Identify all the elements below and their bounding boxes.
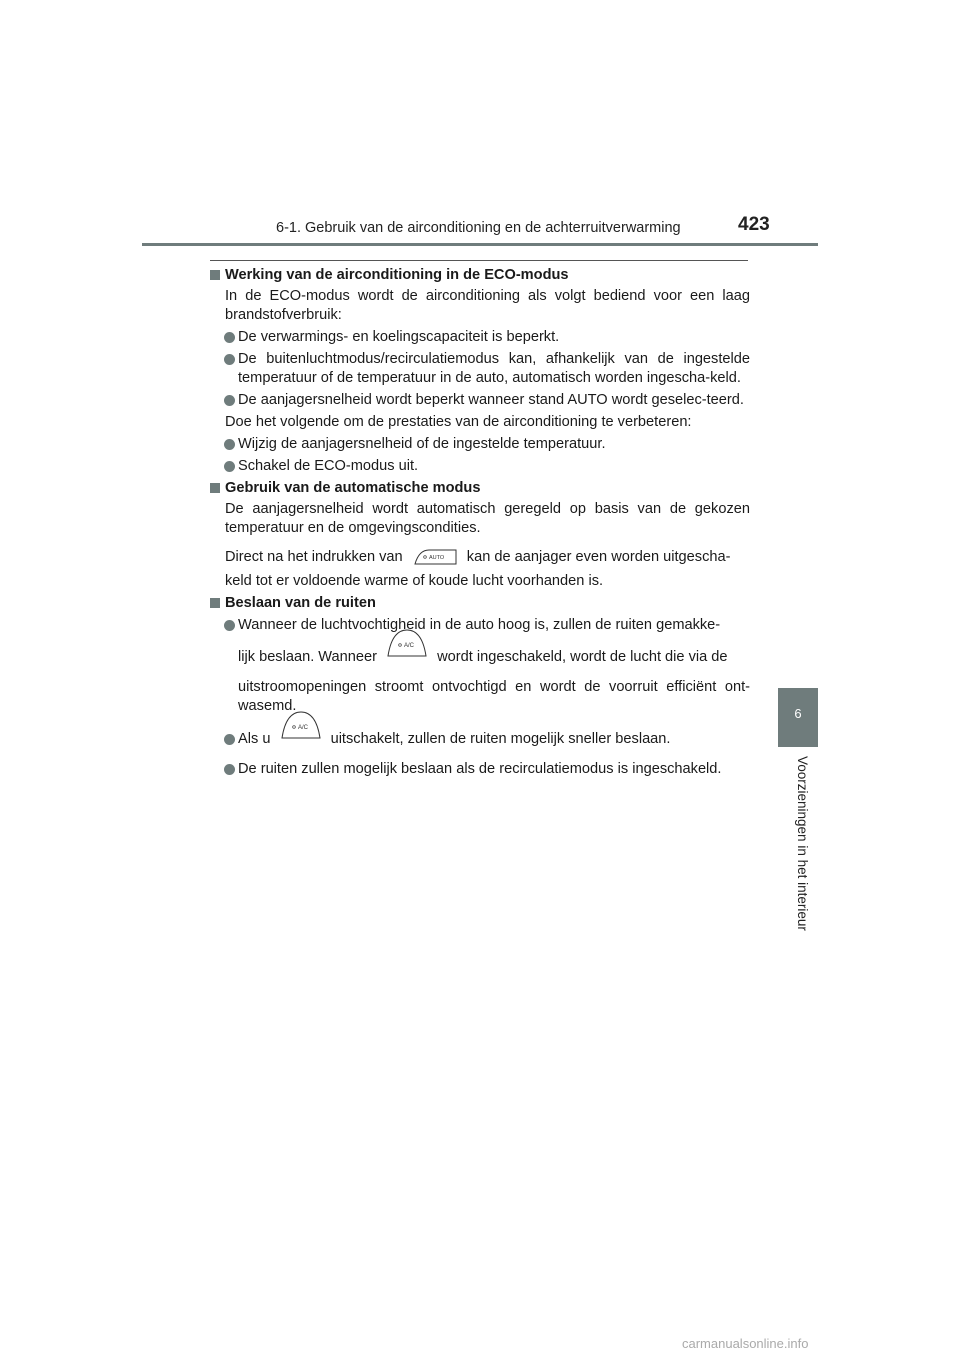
- heading-fog: Beslaan van de ruiten: [210, 594, 750, 613]
- auto-paragraph-3: keld tot er voldoende warme of koude lucht voorhanden is.: [225, 573, 604, 589]
- list-item: De verwarmings- en koelingscapaciteit is beperkt.: [210, 328, 750, 347]
- list-item: Schakel de ECO-modus uit.: [210, 457, 750, 476]
- chapter-tab: [778, 688, 818, 747]
- svg-text:A/C: A/C: [404, 643, 415, 650]
- heading-auto: Gebruik van de automatische modus: [210, 479, 750, 498]
- round-bullet-icon: [224, 461, 235, 472]
- page-number: 423: [738, 214, 770, 235]
- page-content: [210, 266, 750, 779]
- section-rule: [210, 260, 748, 261]
- list-item: De buitenluchtmodus/recirculatiemodus kan, afhankelijk van de ingestelde temperatuur of de temperatuur in de auto, automatisch worden ingescha-keld.: [210, 350, 750, 388]
- round-bullet-icon: [224, 764, 235, 775]
- list-item: Als u A/C uitschakelt, zullen de ruiten mogelijk sneller beslaan.: [210, 724, 750, 754]
- list-item: De ruiten zullen mogelijk beslaan als de recirculatiemodus is ingeschakeld.: [210, 760, 750, 779]
- auto-button-icon: [413, 549, 457, 565]
- square-bullet-icon: [210, 270, 220, 280]
- round-bullet-icon: [224, 354, 235, 365]
- watermark: carmanualsonline.info: [682, 1336, 809, 1351]
- ac-button-icon: [387, 643, 427, 671]
- list-item: Wanneer de luchtvochtigheid in de auto hoog is, zullen de ruiten gemakke- lijk beslaan. Wanneer A/C wordt ingeschakeld, wordt de lucht die via de uitstroomopeningen stroomt ontvochtigd en wordt de voorruit efficiënt ont-wasemd.: [210, 616, 750, 716]
- eco-intro: In de ECO-modus wordt de airconditioning als volgt bediend voor een laag brandstofverbruik:: [225, 288, 750, 323]
- ac-button-icon: [281, 725, 321, 753]
- round-bullet-icon: [224, 439, 235, 450]
- round-bullet-icon: [224, 620, 235, 631]
- heading-eco: Werking van de airconditioning in de ECO-modus: [210, 266, 750, 285]
- chapter-number: 6: [794, 706, 802, 721]
- list-item: Wijzig de aanjagersnelheid of de ingestelde temperatuur.: [210, 435, 750, 454]
- svg-text:AUTO: AUTO: [428, 555, 444, 562]
- list-item: De aanjagersnelheid wordt beperkt wanneer stand AUTO wordt geselec-teerd.: [210, 391, 750, 410]
- auto-paragraph-2: Direct na het indrukken van AUTO kan de aanjager even worden uitgescha-: [225, 549, 731, 565]
- header-rule: [142, 243, 818, 246]
- running-header: 6-1. Gebruik van de airconditioning en de achterruitverwarming: [276, 220, 681, 236]
- square-bullet-icon: [210, 483, 220, 493]
- round-bullet-icon: [224, 332, 235, 343]
- round-bullet-icon: [224, 734, 235, 745]
- chapter-title: Voorzieningen in het interieur: [795, 756, 810, 931]
- round-bullet-icon: [224, 395, 235, 406]
- eco-middle: Doe het volgende om de prestaties van de airconditioning te verbeteren:: [225, 414, 692, 430]
- auto-paragraph: De aanjagersnelheid wordt automatisch geregeld op basis van de gekozen temperatuur en de omgevingscondities.: [225, 501, 750, 536]
- svg-text:A/C: A/C: [297, 725, 308, 732]
- square-bullet-icon: [210, 598, 220, 608]
